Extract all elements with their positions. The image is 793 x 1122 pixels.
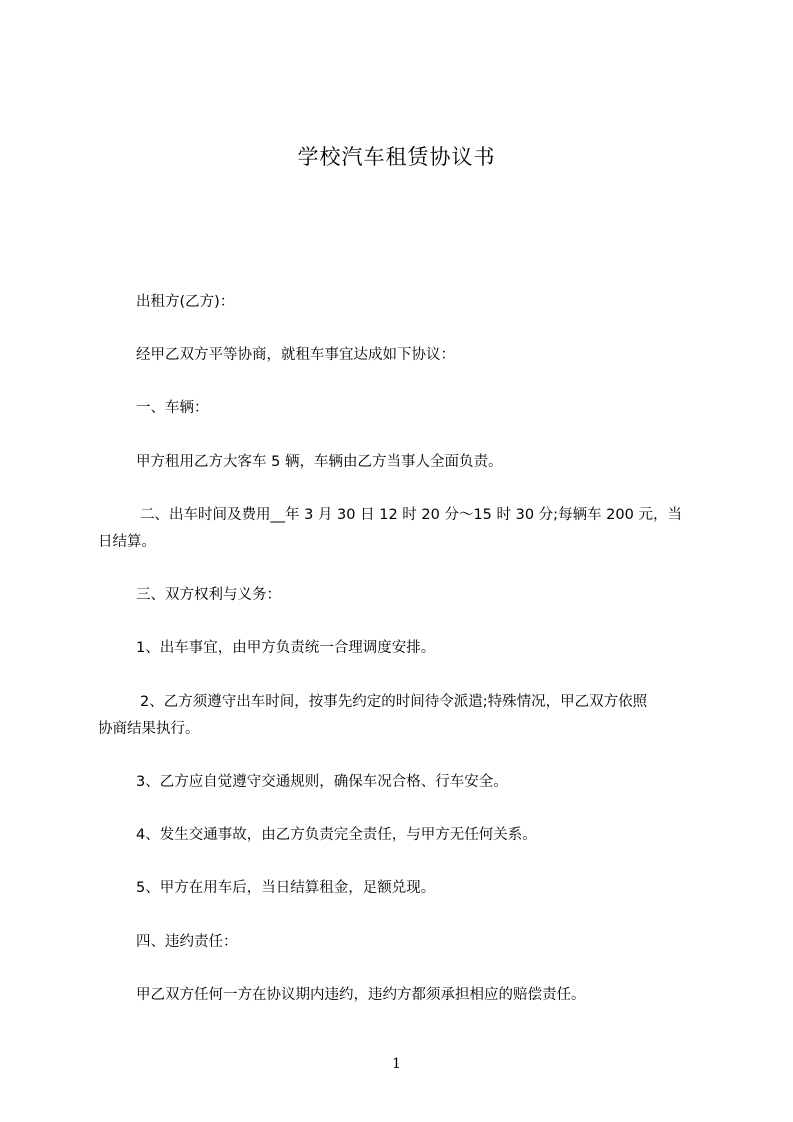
page-number: 1 <box>392 1056 401 1072</box>
paragraph-time-fee-line2: 日结算。 <box>98 534 156 550</box>
document-title: 学校汽车租赁协议书 <box>297 145 496 169</box>
paragraph-preamble: 经甲乙双方平等协商，就租车事宜达成如下协议： <box>136 347 455 363</box>
clause-1: 1、出车事宜，由甲方负责统一合理调度安排。 <box>136 640 436 656</box>
section-heading-vehicles: 一、车辆： <box>136 400 209 416</box>
section-heading-rights: 三、双方权利与义务： <box>136 587 281 603</box>
section-heading-liability: 四、违约责任： <box>136 934 238 950</box>
paragraph-lessor: 出租方(乙方)： <box>136 294 235 310</box>
clause-2-line2: 协商结果执行。 <box>98 721 200 737</box>
clause-4: 4、发生交通事故，由乙方负责完全责任，与甲方无任何关系。 <box>136 827 537 843</box>
clause-2-line1: 2、乙方须遵守出车时间，按事先约定的时间待令派遣;特殊情况，甲乙双方依照 <box>140 694 648 710</box>
paragraph-time-fee-line1: 二、出车时间及费用__年 3 月 30 日 12 时 20 分～15 时 30 分;每辆车 200 元，当 <box>140 507 682 523</box>
clause-5: 5、甲方在用车后，当日结算租金，足额兑现。 <box>136 880 436 896</box>
clause-3: 3、乙方应自觉遵守交通规则，确保车况合格、行车安全。 <box>136 774 508 790</box>
paragraph-liability: 甲乙双方任何一方在协议期内违约，违约方都须承担相应的赔偿责任。 <box>136 987 586 1003</box>
paragraph-vehicles: 甲方租用乙方大客车 5 辆，车辆由乙方当事人全面负责。 <box>136 454 503 470</box>
